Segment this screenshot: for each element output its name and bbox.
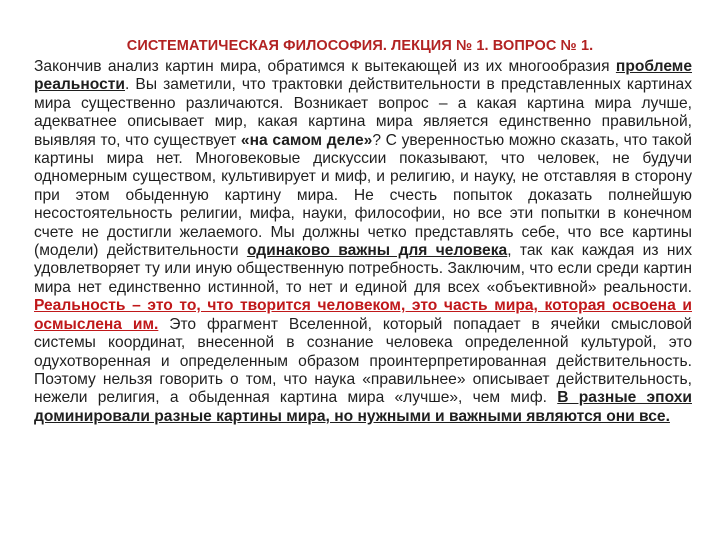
emphasis-equally-important: одинаково важны для человека [246,242,508,260]
text-segment: Закончив анализ картин мира, обратимся к вытекающей из их многообразия [34,58,616,75]
emphasis-in-reality: «на самом деле» [240,131,373,149]
definition-of-reality: Реальность – это то, что творится человеком, это часть мира, которая освоена и осмыслена им. [34,297,692,333]
text-segment: , так как каждая из них удовлетворяет ту или иную общественную потребность. Заключим, что если среди картин мира нет единственно истинной, то нет и единой для всех «объективной» реальности. [34,242,692,296]
text-segment: Это фрагмент Вселенной, который попадает в ячейки смысловой системы координат, внесенной в сознание человека определенной культурой, это одухотворенная и определенным образом проинтерпретированная действительность. Поэтому нельзя говорить о том, что наука «правильнее» описывает действительность, нежели религия, а обыденная картина мира «лучше», чем миф. [34,315,692,407]
text-segment: ? С уверенностью можно сказать, что такой картины мира нет. Многовековые дискуссии показывают, что человек, не будучи одномерным существом, культивирует и миф, и религию, и науку, не отставляя в сторону при этом обыденную картину мира. Не счесть попыток доказать полнейшую несостоятельность религии, мифа, науки, философии, но все эти попытки в конечном счете не достигли желаемого. Мы должны четко представлять себе, что все картины (модели) действительности [34,131,693,260]
text-segment: . Вы заметили, что трактовки действительности в представленных картинах мира существенно различаются. Возникает вопрос – а какая картина мира лучше, адекватнее описывает мир, какая картина мира является единственно правильной, выявляя то, что существует [34,76,692,149]
conclusion-statement: В разные эпохи доминировали разные картины мира, но нужными и важными являются они все. [34,389,692,425]
slide-title: СИСТЕМАТИЧЕСКАЯ ФИЛОСОФИЯ. ЛЕКЦИЯ № 1. ВОПРОС № 1. [126,38,594,54]
emphasis-problem-of-reality: проблеме реальности [34,58,692,94]
lecture-text [34,58,692,426]
